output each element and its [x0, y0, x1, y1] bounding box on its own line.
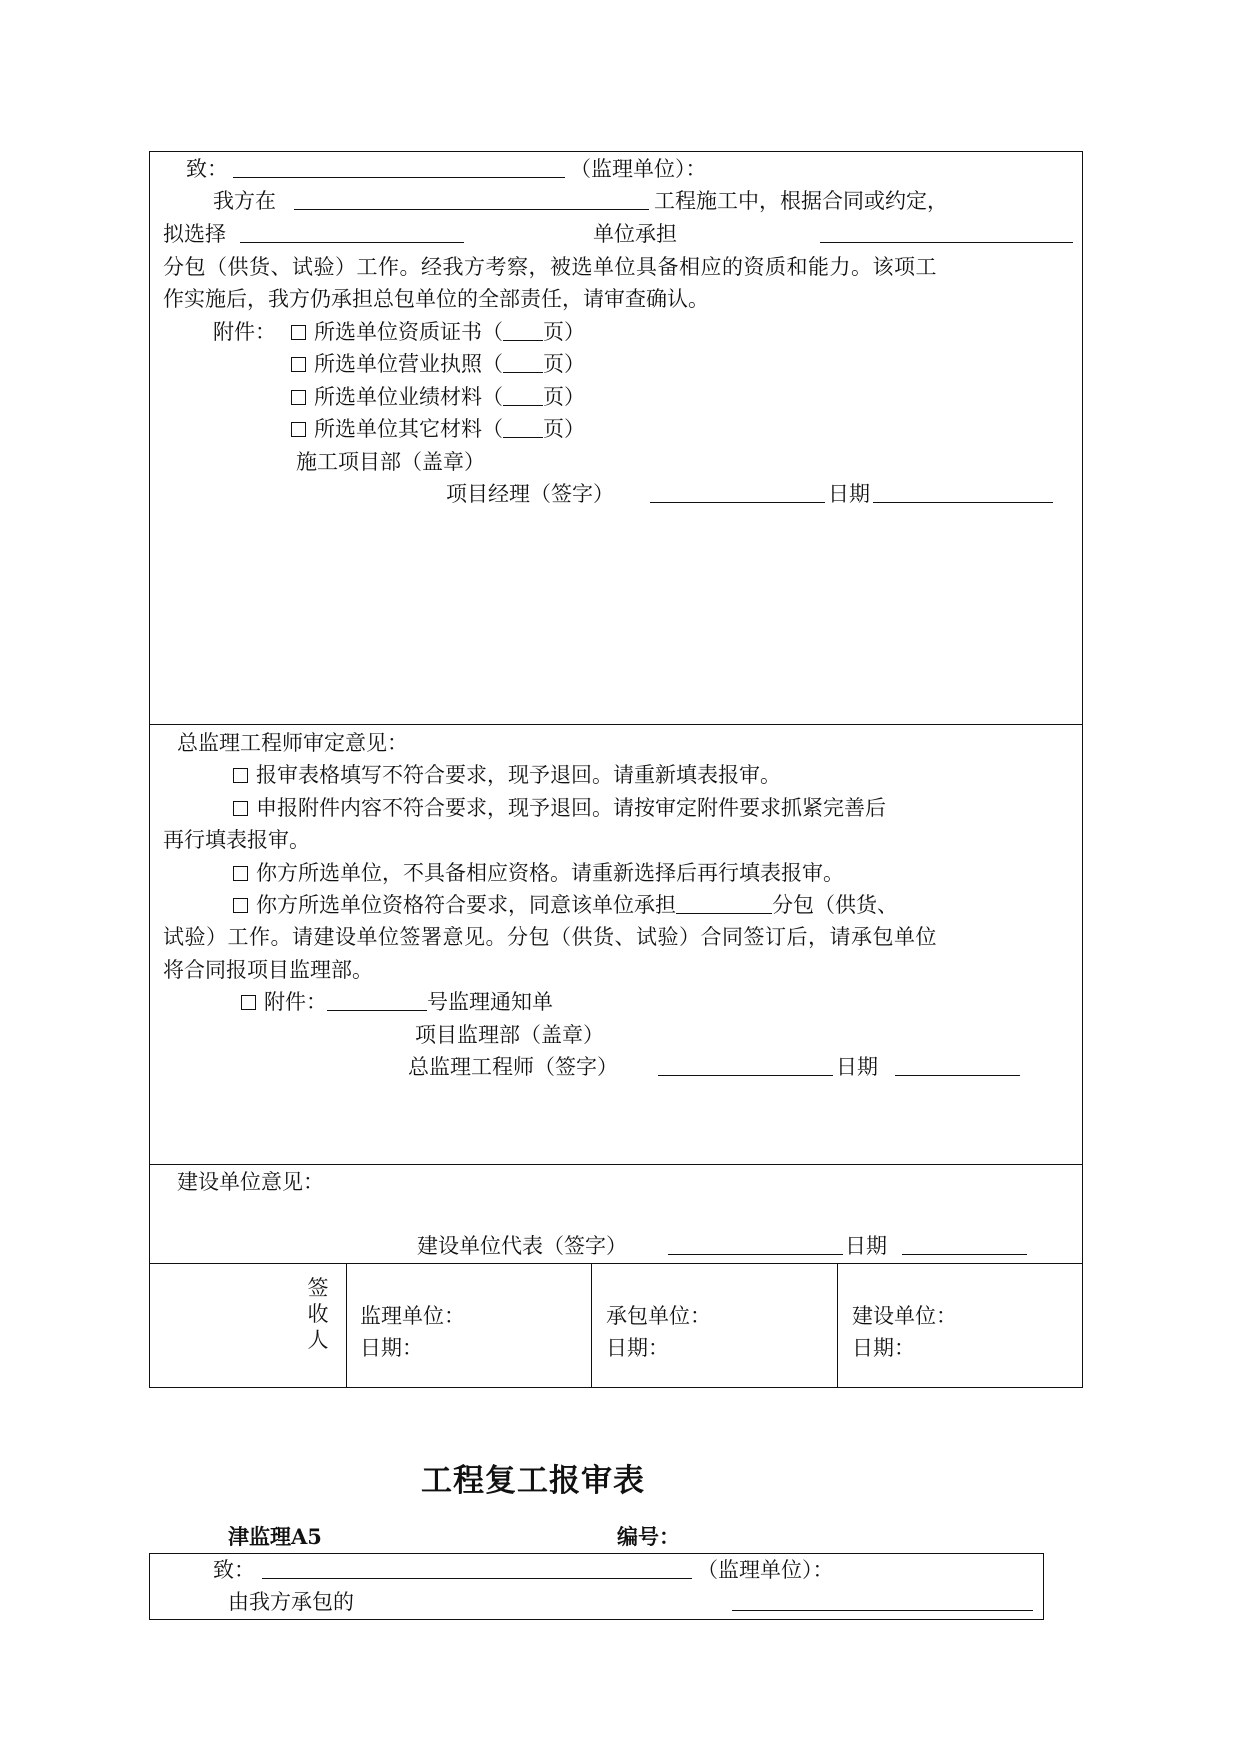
receiver-date: 日期：	[606, 1336, 669, 1360]
notice-attachment: 附件： 号监理通知单	[241, 992, 553, 1013]
checkbox[interactable]	[233, 866, 248, 881]
checkbox[interactable]	[291, 422, 306, 437]
owner-sign-blank[interactable]	[668, 1254, 843, 1255]
select-unit-blank[interactable]	[240, 242, 464, 243]
form2-number-label: 编号：	[617, 1524, 680, 1549]
option-3: 你方所选单位，不具备相应资格。请重新选择后再行填表报审。	[233, 863, 844, 884]
form2-to-label: 致：	[213, 1558, 255, 1582]
col-line-3	[837, 1263, 838, 1388]
option-1: 报审表格填写不符合要求，现予退回。请重新填表报审。	[233, 765, 781, 786]
divider-2	[149, 1164, 1083, 1165]
option-2-cont: 再行填表报审。	[163, 828, 310, 852]
line3: 分包（供货、试验）工作。经我方考察，被选单位具备相应的资质和能力。该项工	[163, 255, 937, 279]
attachment-4: 所选单位其它材料（ 页）	[291, 419, 585, 440]
date-blank[interactable]	[873, 502, 1053, 503]
line1-b: 工程施工中，根据合同或约定，	[654, 189, 948, 213]
chief-opinion: 总监理工程师审定意见：	[177, 731, 408, 755]
form2-title: 工程复工报审表	[421, 1463, 645, 1499]
col-line-1	[346, 1263, 347, 1388]
owner-sign: 建设单位代表（签字）	[417, 1234, 627, 1258]
checkbox[interactable]	[233, 801, 248, 816]
owner-date-label: 日期	[845, 1234, 887, 1258]
form2-supervisor-unit: （监理单位）：	[697, 1558, 834, 1582]
undertake-blank[interactable]	[820, 242, 1073, 243]
manager-sign: 项目经理（签字）	[446, 482, 614, 506]
option-4: 你方所选单位资格符合要求，同意该单位承担 分包（供货、	[233, 895, 898, 916]
option-4-cont1: 试验）工作。请建设单位签署意见。分包（供货、试验）合同签订后，请承包单位	[163, 925, 937, 949]
checkbox[interactable]	[233, 898, 248, 913]
receiver-date: 日期：	[360, 1336, 423, 1360]
attachment-3: 所选单位业绩材料（ 页）	[291, 387, 585, 408]
line1-a: 我方在	[213, 189, 276, 213]
project-name-blank[interactable]	[294, 209, 649, 210]
option-2: 申报附件内容不符合要求，现予退回。请按审定附件要求抓紧完善后	[233, 798, 886, 819]
receiver-unit: 监理单位：	[360, 1304, 465, 1328]
checkbox[interactable]	[291, 325, 306, 340]
supervision-stamp: 项目监理部（盖章）	[415, 1023, 604, 1047]
chief-sign-blank[interactable]	[658, 1075, 833, 1076]
form2-to-blank[interactable]	[262, 1578, 692, 1579]
col-line-2	[591, 1263, 592, 1388]
checkbox[interactable]	[241, 995, 256, 1010]
attach-label: 附件：	[213, 320, 276, 344]
receiver-unit: 承包单位：	[606, 1304, 711, 1328]
divider-3	[149, 1263, 1083, 1264]
form2-code: 津监理A5	[228, 1524, 322, 1549]
dept-stamp: 施工项目部（盖章）	[296, 450, 485, 474]
form2-project-blank[interactable]	[732, 1610, 1033, 1611]
attachment-2: 所选单位营业执照（ 页）	[291, 354, 585, 375]
checkbox[interactable]	[233, 768, 248, 783]
supervisor-unit-label: （监理单位）：	[570, 157, 707, 181]
line2-a: 拟选择	[163, 222, 226, 246]
divider-1	[149, 724, 1083, 725]
manager-sign-blank[interactable]	[650, 502, 825, 503]
receiver-unit: 建设单位：	[852, 1304, 957, 1328]
to-label: 致：	[186, 157, 228, 181]
receiver-label: 签 收 人	[307, 1276, 329, 1352]
owner-date-blank[interactable]	[902, 1254, 1027, 1255]
chief-sign: 总监理工程师（签字）	[408, 1055, 618, 1079]
date-label: 日期	[828, 482, 870, 506]
receiver-date: 日期：	[852, 1336, 915, 1360]
form2-line1: 由我方承包的	[228, 1590, 354, 1614]
chief-date-label: 日期	[836, 1055, 878, 1079]
attachment-1: 所选单位资质证书（ 页）	[291, 322, 585, 343]
chief-date-blank[interactable]	[895, 1075, 1020, 1076]
line4: 作实施后，我方仍承担总包单位的全部责任，请审查确认。	[163, 287, 709, 311]
checkbox[interactable]	[291, 390, 306, 405]
owner-opinion: 建设单位意见：	[177, 1170, 324, 1194]
option-4-cont2: 将合同报项目监理部。	[163, 958, 373, 982]
to-blank[interactable]	[233, 177, 565, 178]
checkbox[interactable]	[291, 357, 306, 372]
line2-b: 单位承担	[593, 222, 677, 246]
